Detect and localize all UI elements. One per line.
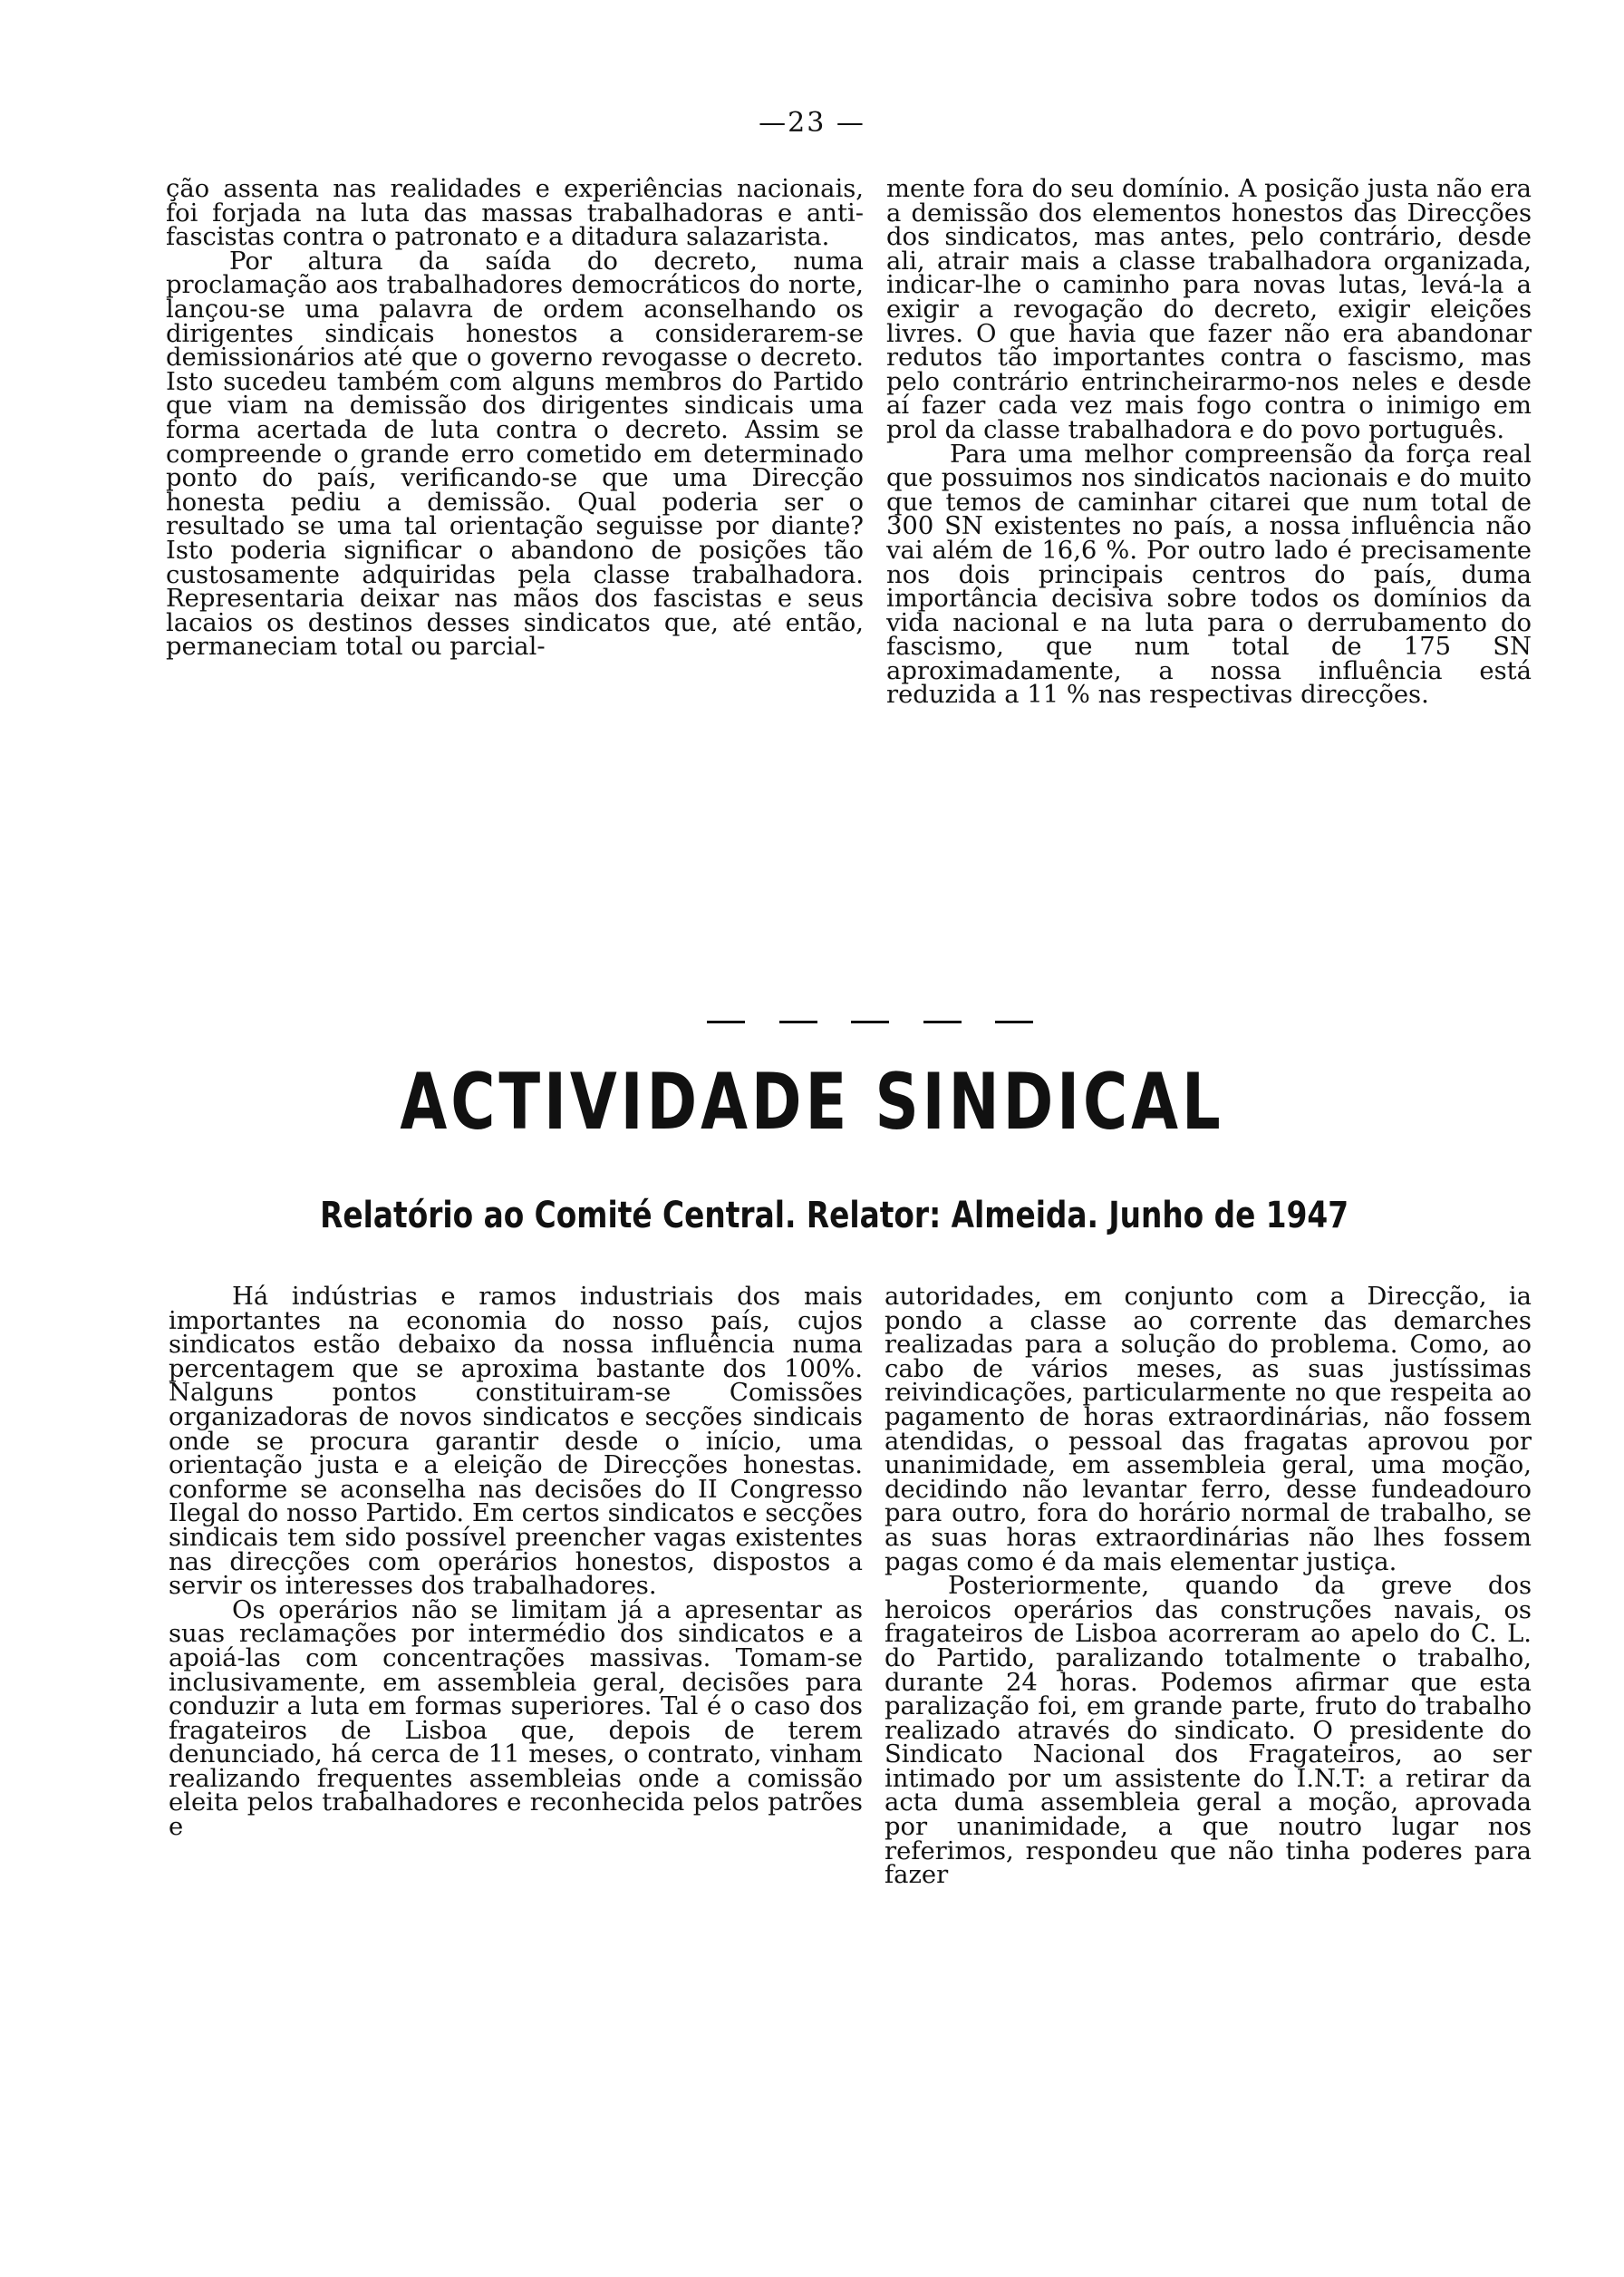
paragraph: autoridades, em conjunto com a Direcção, ia pondo a classe ao corrente das demarches realizadas para a solução do problema. Como, ao cabo de vários meses, as suas justíssimas reivindicações, particularmente no que respeita ao pagamento de horas extraordinárias, não fossem atendidas, o pessoal das fragatas aprovou por unanimidade, em assembleia geral, uma moção, decidindo não levantar ferro, desse fundeadouro para outro, fora do horário normal de trabalho, se as suas horas extraordinárias não lhes fossem pagas como é da mais elementar justiça.	[884, 1283, 1532, 1576]
paragraph: mente fora do seu domínio. A posição justa não era a demissão dos elementos honestos das Direcções dos sindicatos, mas antes, pelo contrário, desde ali, atrair mais a classe trabalhadora organizada, indicar-lhe o caminho para novas lutas, levá-la a exigir a revogação do decreto, exigir eleições livres. O que havia que fazer não era abandonar redutos tão importantes contra o fascismo, mas pelo contrário entrincheirarmo-nos neles e desde aí fazer cada vez mais fogo contra o inimigo em prol da classe trabalhadora e do povo português.	[886, 175, 1532, 444]
paragraph: Posteriormente, quando da greve dos heroicos operários das construções navais, os fragateiros de Lisboa acorreram ao apelo do C. L. do Partido, paralizando totalmente o trabalho, durante 24 horas. Podemos afirmar que esta paralização foi, em grande parte, fruto do trabalho realizado através do sindicato. O presidente do Sindicato Nacional dos Fragateiros, ao ser intimado por um assistente do I.N.T: a retirar da acta duma assembleia geral a moção, aprovada por unanimidade, a que noutro lugar nos referimos, respondeu que não tinha poderes para fazer	[884, 1572, 1532, 1890]
section-divider	[707, 1021, 1033, 1023]
divider-dash	[995, 1021, 1033, 1023]
paragraph: Para uma melhor compreensão da força real que possuimos nos sindicatos nacionais e do muito que temos de caminhar citarei que num total de 300 SN existentes no país, a nossa influência não vai além de 16,6 %. Por outro lado é precisamente nos dois principais centros do país, duma importância decisiva sobre todos os domínios da vida nacional e na luta para o derrubamento do fascismo, que num total de 175 SN aproximadamente, a nossa influência está reduzida a 11 % nas respectivas direcções.	[886, 440, 1532, 710]
top-right-column	[886, 175, 1532, 710]
bottom-left-column	[169, 1285, 863, 1840]
top-left-column	[166, 175, 864, 662]
section-subtitle: Relatório ao Comité Central. Relator: Almeida. Junho de 1947	[320, 1195, 1349, 1236]
divider-dash	[707, 1021, 745, 1023]
paragraph: Por altura da saída do decreto, numa proclamação aos trabalhadores democráticos do norte, lançou-se uma palavra de ordem aconselhando os dirigentes sindicais honestos a considerarem-se demissionários até que o governo revogasse o decreto. Isto sucedeu também com alguns membros do Partido que viam na demissão dos dirigentes sindicais uma forma acertada de luta contra o decreto. Assim se compreende o grande erro cometido em determinado ponto do país, verificando-se que uma Direcção honesta pediu a demissão. Qual poderia ser o resultado se uma tal orientação seguisse por diante? Isto poderia significar o abandono de posições tão custosamente adquiridas pela classe trabalhadora. Representaria deixar nas mãos dos fascistas e seus lacaios os destinos desses sindicatos que, até então, permaneciam total ou parcial-	[166, 247, 864, 662]
divider-dash	[851, 1021, 889, 1023]
divider-dash	[779, 1021, 817, 1023]
section-title: ACTIVIDADE SINDICAL	[400, 1057, 1224, 1148]
divider-dash	[923, 1021, 962, 1023]
paragraph: ção assenta nas realidades e experiências nacionais, foi forjada na luta das massas trabalhadoras e anti-fascistas contra o patronato e a ditadura salazarista.	[166, 175, 864, 252]
bottom-right-column	[884, 1285, 1532, 1888]
paragraph: Há indústrias e ramos industriais dos mais importantes na economia do nosso país, cujos sindicatos estão debaixo da nossa influência numa percentagem que se aproxima bastante dos 100%. Nalguns pontos constituiram-se Comissões organizadoras de novos sindicatos e secções sindicais onde se procura garantir desde o início, uma orientação justa e a eleição de Direcções honestas. conforme se aconselha nas decisões do II Congresso Ilegal do nosso Partido. Em certos sindicatos e secções sindicais tem sido possível preencher vagas existentes nas direcções com operários honestos, dispostos a servir os interesses dos trabalhadores.	[169, 1283, 863, 1601]
paragraph: Os operários não se limitam já a apresentar as suas reclamações por intermédio dos sindicatos e a apoiá-las com concentrações massivas. Tomam-se inclusivamente, em assembleia geral, decisões para conduzir a luta em formas superiores. Tal é o caso dos fragateiros de Lisboa que, depois de terem denunciado, há cerca de 11 meses, o contrato, vinham realizando frequentes assembleias onde a comissão eleita pelos trabalhadores e reconhecida pelos patrões e	[169, 1595, 863, 1842]
page-number: —23 —	[759, 107, 865, 139]
